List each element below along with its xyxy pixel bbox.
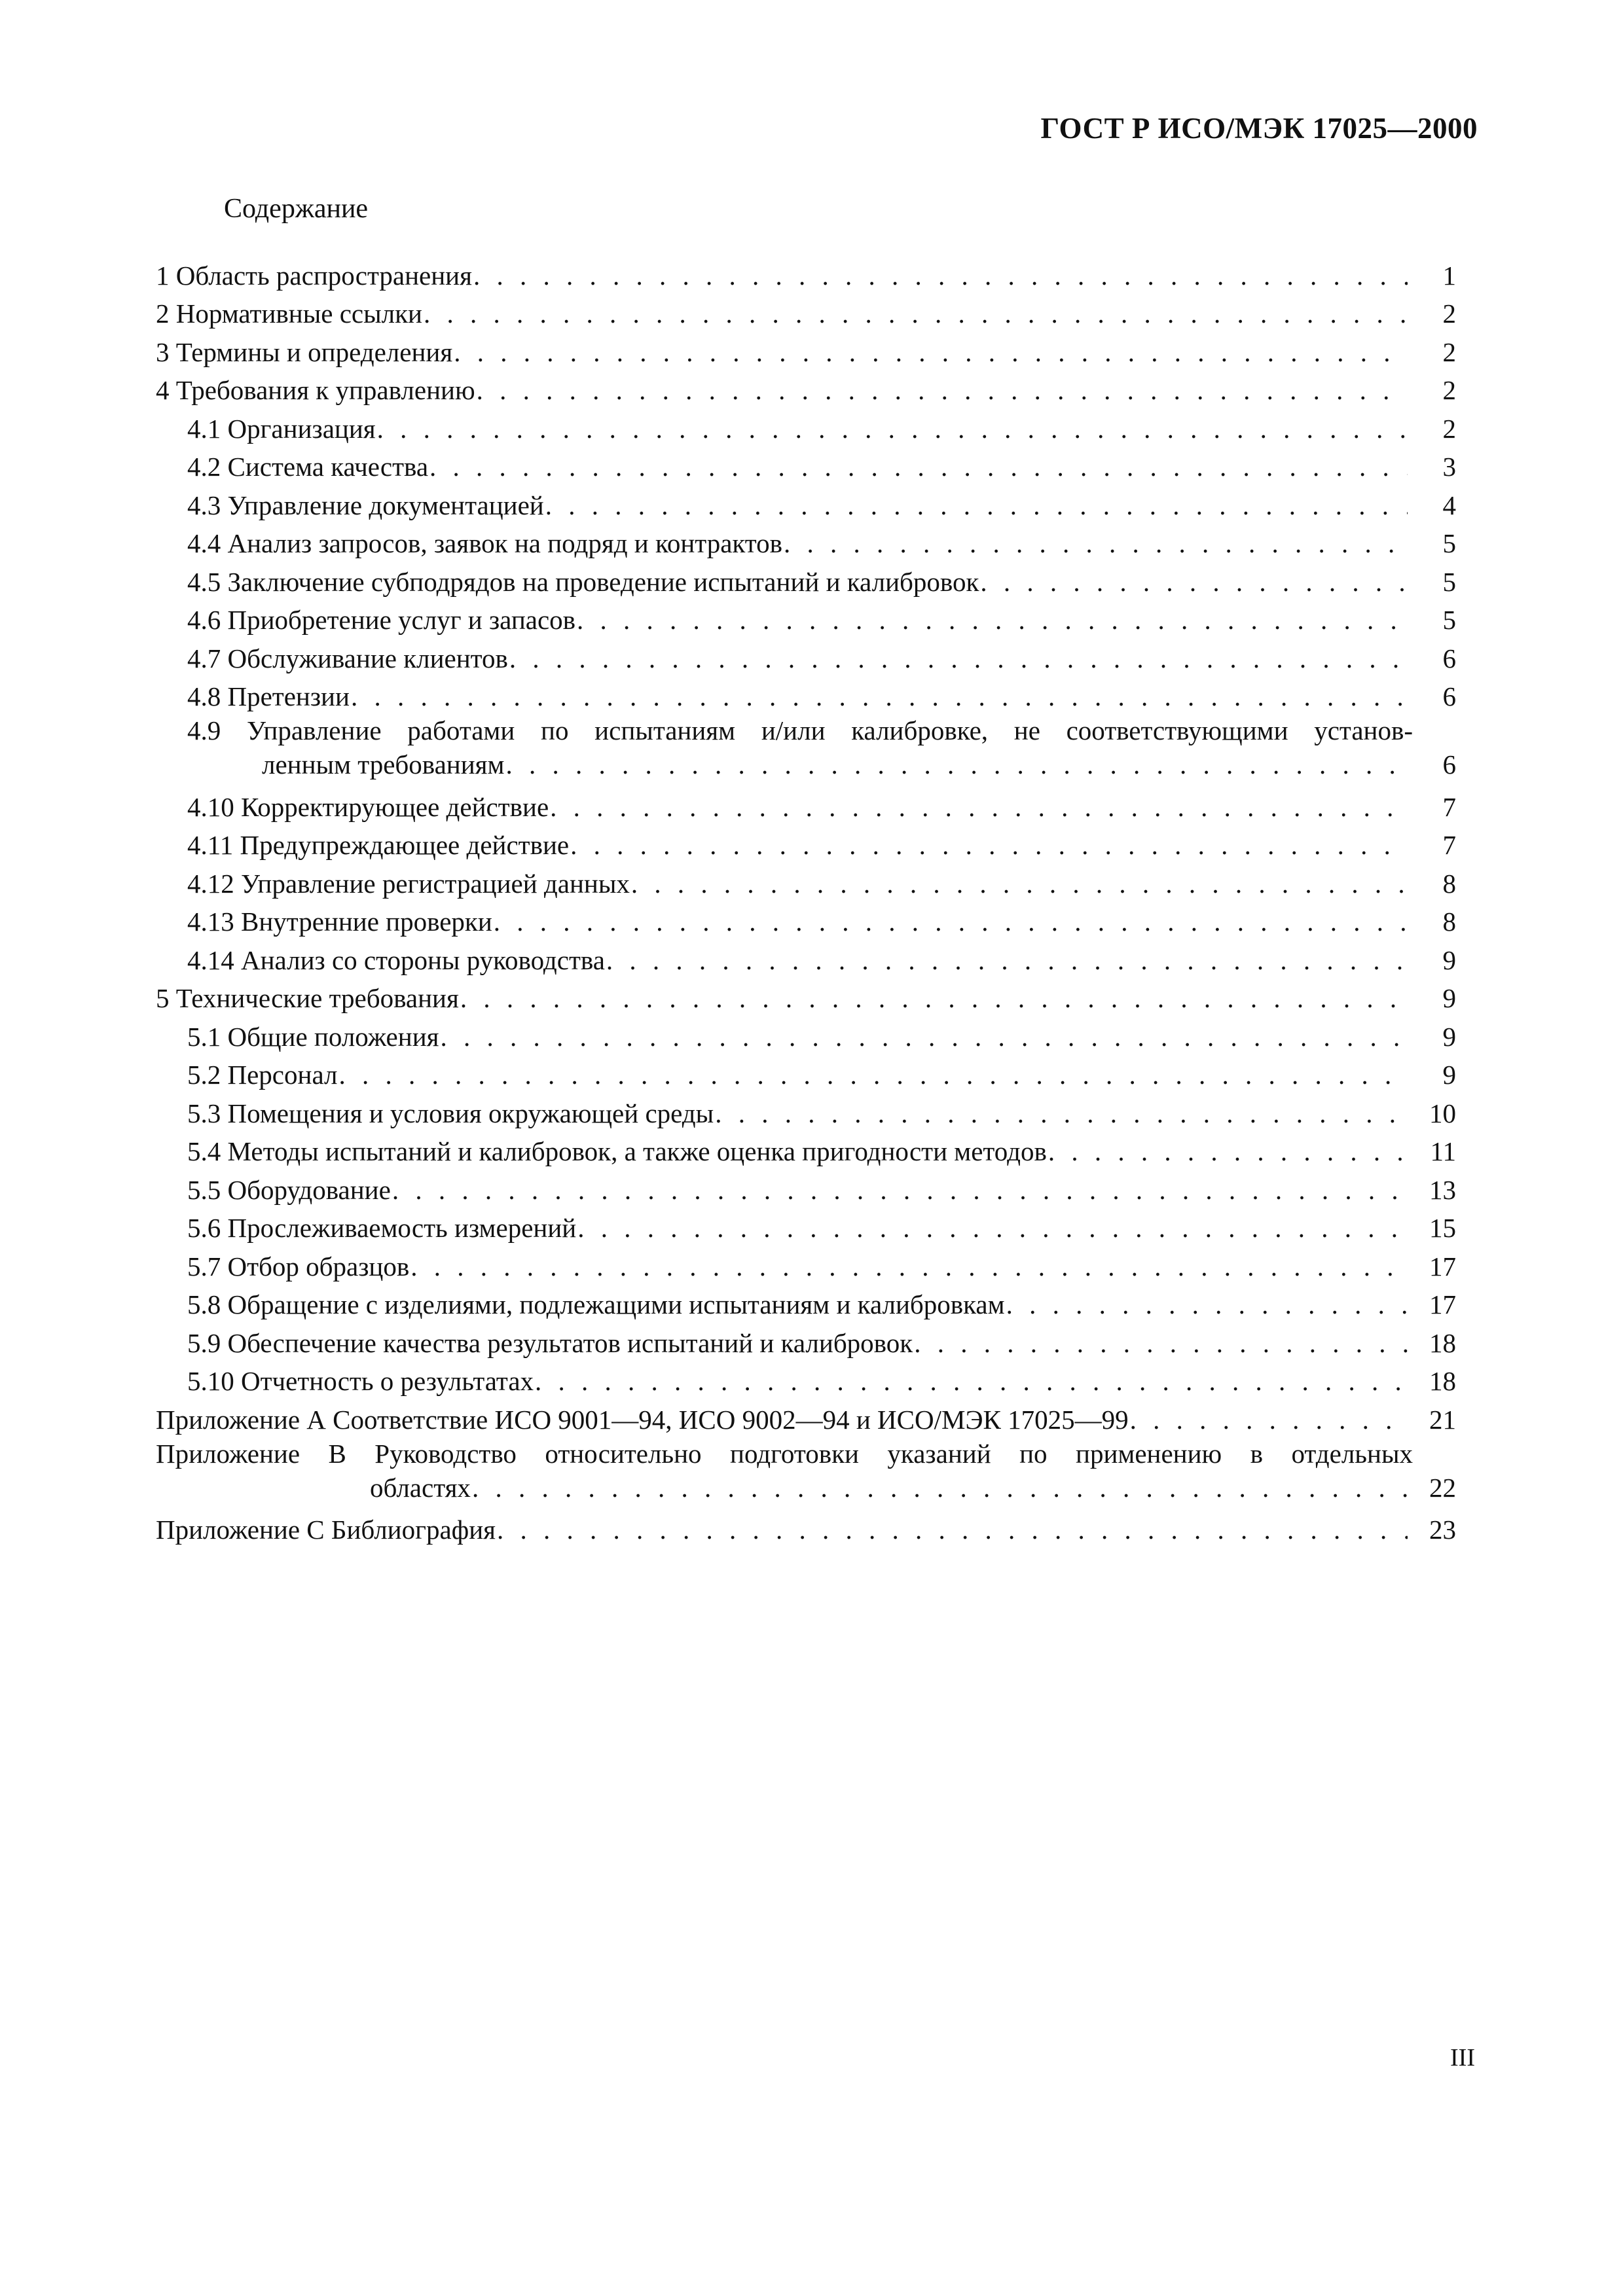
dot-leader — [497, 1513, 1408, 1547]
toc-entry-page: 17 — [1429, 1289, 1456, 1319]
toc-entry-title: Приложение С Библиография — [156, 1515, 496, 1545]
dot-leader — [606, 943, 1408, 977]
toc-heading: Содержание — [224, 194, 369, 224]
toc-entry-page: 7 — [1442, 830, 1456, 860]
toc-entry-page: 21 — [1429, 1404, 1456, 1435]
toc-entry-title: 5.3 Помещения и условия окружающей среды — [187, 1098, 714, 1128]
toc-entry-title: Приложение В Руководство относительно подготовки указаний по применению в отдельных — [156, 1438, 1413, 1469]
table-of-contents — [156, 254, 1456, 1547]
toc-entry-title: 4.5 Заключение субподрядов на проведение испытаний и калибровок — [187, 566, 979, 597]
toc-entry[interactable] — [156, 522, 1456, 561]
toc-entry-page: 9 — [1442, 1060, 1456, 1090]
toc-entry-page: 8 — [1442, 868, 1456, 899]
toc-entry-title: 4.14 Анализ со стороны руководства — [187, 944, 605, 975]
toc-entry-title: 5 Технические требования — [156, 983, 459, 1013]
toc-entry-page: 6 — [1442, 749, 1456, 780]
dot-leader — [550, 790, 1408, 824]
toc-entry-title: 4.11 Предупреждающее действие — [187, 830, 570, 860]
toc-entry-title: 5.1 Общие положения — [187, 1021, 439, 1052]
toc-entry[interactable] — [156, 675, 1456, 714]
dot-leader — [377, 412, 1408, 446]
toc-entry-title: 1 Область распространения — [156, 260, 472, 291]
toc-entry[interactable] — [156, 1054, 1456, 1092]
toc-entry-title: 5.2 Персонал — [187, 1060, 338, 1090]
dot-leader — [545, 488, 1408, 522]
toc-entry[interactable] — [156, 331, 1456, 369]
dot-leader — [477, 373, 1408, 407]
dot-leader — [631, 867, 1408, 901]
toc-entry-page: 8 — [1442, 906, 1456, 937]
dot-leader — [460, 981, 1408, 1015]
toc-entry-title: 5.5 Оборудование — [187, 1174, 391, 1205]
toc-entry-page: 9 — [1442, 944, 1456, 975]
toc-entry-title: 4.3 Управление документацией — [187, 490, 544, 520]
toc-entry[interactable] — [156, 446, 1456, 484]
toc-entry-page: 18 — [1429, 1327, 1456, 1358]
dot-leader — [1006, 1287, 1408, 1321]
toc-entry-page: 17 — [1429, 1251, 1456, 1282]
toc-entry[interactable] — [156, 1092, 1456, 1130]
toc-entry-title: 4 Требования к управлению — [156, 375, 475, 405]
toc-entry-title: 4.6 Приобретение услуг и запасов — [187, 605, 576, 635]
dot-leader — [570, 828, 1408, 862]
dot-leader — [441, 1020, 1408, 1054]
toc-entry[interactable] — [156, 293, 1456, 331]
toc-entry[interactable] — [156, 939, 1456, 977]
toc-entry-title-continued: областях — [370, 1472, 471, 1503]
toc-entry-page: 4 — [1442, 490, 1456, 520]
toc-entry-page: 18 — [1429, 1366, 1456, 1396]
dot-leader — [535, 1364, 1408, 1398]
toc-entry-page: 6 — [1442, 643, 1456, 673]
toc-entry-page: 15 — [1429, 1213, 1456, 1243]
dot-leader — [577, 1211, 1408, 1245]
toc-entry[interactable] — [156, 254, 1456, 293]
dot-leader — [392, 1173, 1408, 1207]
toc-entry-title: 4.2 Система качества — [187, 452, 429, 482]
toc-entry-page: 5 — [1442, 528, 1456, 558]
dot-leader — [509, 641, 1408, 675]
toc-entry-page: 5 — [1442, 566, 1456, 597]
toc-entry-title: 2 Нормативные ссылки — [156, 298, 422, 329]
toc-entry[interactable] — [156, 560, 1456, 599]
toc-entry-page: 2 — [1442, 298, 1456, 329]
toc-entry[interactable] — [156, 1207, 1456, 1246]
toc-entry-page: 11 — [1430, 1136, 1456, 1166]
dot-leader — [914, 1326, 1408, 1360]
toc-entry-title: 4.7 Обслуживание клиентов — [187, 643, 508, 673]
dot-leader — [505, 747, 1408, 781]
toc-entry[interactable] — [156, 484, 1456, 522]
toc-entry-page: 6 — [1442, 681, 1456, 711]
dot-leader — [784, 526, 1408, 560]
toc-entry[interactable] — [156, 599, 1456, 637]
toc-entry-title: 3 Термины и определения — [156, 336, 453, 367]
toc-entry-title: 4.8 Претензии — [187, 681, 350, 711]
toc-entry-page: 9 — [1442, 983, 1456, 1013]
toc-entry[interactable] — [156, 862, 1456, 901]
toc-entry-page: 22 — [1429, 1472, 1456, 1503]
toc-entry-page: 1 — [1442, 260, 1456, 291]
dot-leader — [351, 679, 1408, 713]
toc-entry-title-continued: ленным требованиям — [262, 749, 505, 780]
toc-entry[interactable] — [156, 1321, 1456, 1360]
toc-entry-page: 9 — [1442, 1021, 1456, 1052]
toc-entry-page: 23 — [1429, 1515, 1456, 1545]
dot-leader — [473, 259, 1408, 293]
toc-entry[interactable] — [156, 637, 1456, 675]
toc-entry-title: 4.10 Корректирующее действие — [187, 791, 549, 822]
dot-leader — [980, 565, 1408, 599]
dot-leader — [472, 1471, 1408, 1505]
toc-entry[interactable] — [156, 407, 1456, 446]
dot-leader — [454, 335, 1408, 369]
toc-entry[interactable] — [156, 1398, 1456, 1437]
toc-entry[interactable] — [156, 1437, 1456, 1509]
dot-leader — [410, 1249, 1408, 1283]
toc-entry-title: 5.4 Методы испытаний и калибровок, а также оценка пригодности методов — [187, 1136, 1047, 1166]
dot-leader — [1130, 1403, 1408, 1437]
toc-entry-page: 5 — [1442, 605, 1456, 635]
toc-entry[interactable] — [156, 1509, 1456, 1547]
toc-entry-title: 4.13 Внутренние проверки — [187, 906, 492, 937]
toc-entry[interactable] — [156, 1015, 1456, 1054]
dot-leader — [577, 603, 1408, 637]
toc-entry[interactable] — [156, 1168, 1456, 1207]
dot-leader — [338, 1058, 1408, 1092]
page-number: III — [1450, 2044, 1475, 2072]
toc-entry[interactable] — [156, 1245, 1456, 1283]
dot-leader — [429, 450, 1408, 484]
toc-entry-title: 4.1 Организация — [187, 413, 376, 444]
toc-entry-page: 2 — [1442, 336, 1456, 367]
document-code: ГОСТ Р ИСО/МЭК 17025—2000 — [1040, 112, 1478, 145]
toc-entry[interactable] — [156, 1283, 1456, 1322]
toc-entry-title: 5.6 Прослеживаемость измерений — [187, 1213, 577, 1243]
toc-entry[interactable] — [156, 1360, 1456, 1399]
toc-entry[interactable] — [156, 713, 1456, 785]
toc-entry-title: 4.12 Управление регистрацией данных — [187, 868, 630, 899]
toc-entry[interactable] — [156, 785, 1456, 824]
toc-entry[interactable] — [156, 1130, 1456, 1169]
toc-entry-page: 3 — [1442, 452, 1456, 482]
toc-entry[interactable] — [156, 824, 1456, 863]
toc-entry-title: 5.10 Отчетность о результатах — [187, 1366, 534, 1396]
toc-entry-page: 7 — [1442, 791, 1456, 822]
toc-entry-page: 2 — [1442, 413, 1456, 444]
toc-entry[interactable] — [156, 369, 1456, 408]
toc-entry[interactable] — [156, 901, 1456, 939]
toc-entry-title: 5.8 Обращение с изделиями, подлежащими испытаниям и калибровкам — [187, 1289, 1005, 1319]
toc-entry-title: 5.9 Обеспечение качества результатов испытаний и калибровок — [187, 1327, 913, 1358]
toc-entry-page: 2 — [1442, 375, 1456, 405]
toc-entry[interactable] — [156, 977, 1456, 1016]
toc-entry-page: 13 — [1429, 1174, 1456, 1205]
toc-entry-title: 5.7 Отбор образцов — [187, 1251, 410, 1282]
toc-entry-title: 4.4 Анализ запросов, заявок на подряд и контрактов — [187, 528, 783, 558]
toc-entry-title: 4.9 Управление работами по испытаниям и/или калибровке, не соответствующими установ- — [187, 715, 1413, 745]
toc-entry-page: 10 — [1429, 1098, 1456, 1128]
dot-leader — [424, 296, 1408, 331]
dot-leader — [715, 1096, 1408, 1130]
dot-leader — [1048, 1134, 1408, 1168]
dot-leader — [494, 905, 1408, 939]
toc-entry-title: Приложение А Соответствие ИСО 9001—94, ИСО 9002—94 и ИСО/МЭК 17025—99 — [156, 1404, 1129, 1435]
